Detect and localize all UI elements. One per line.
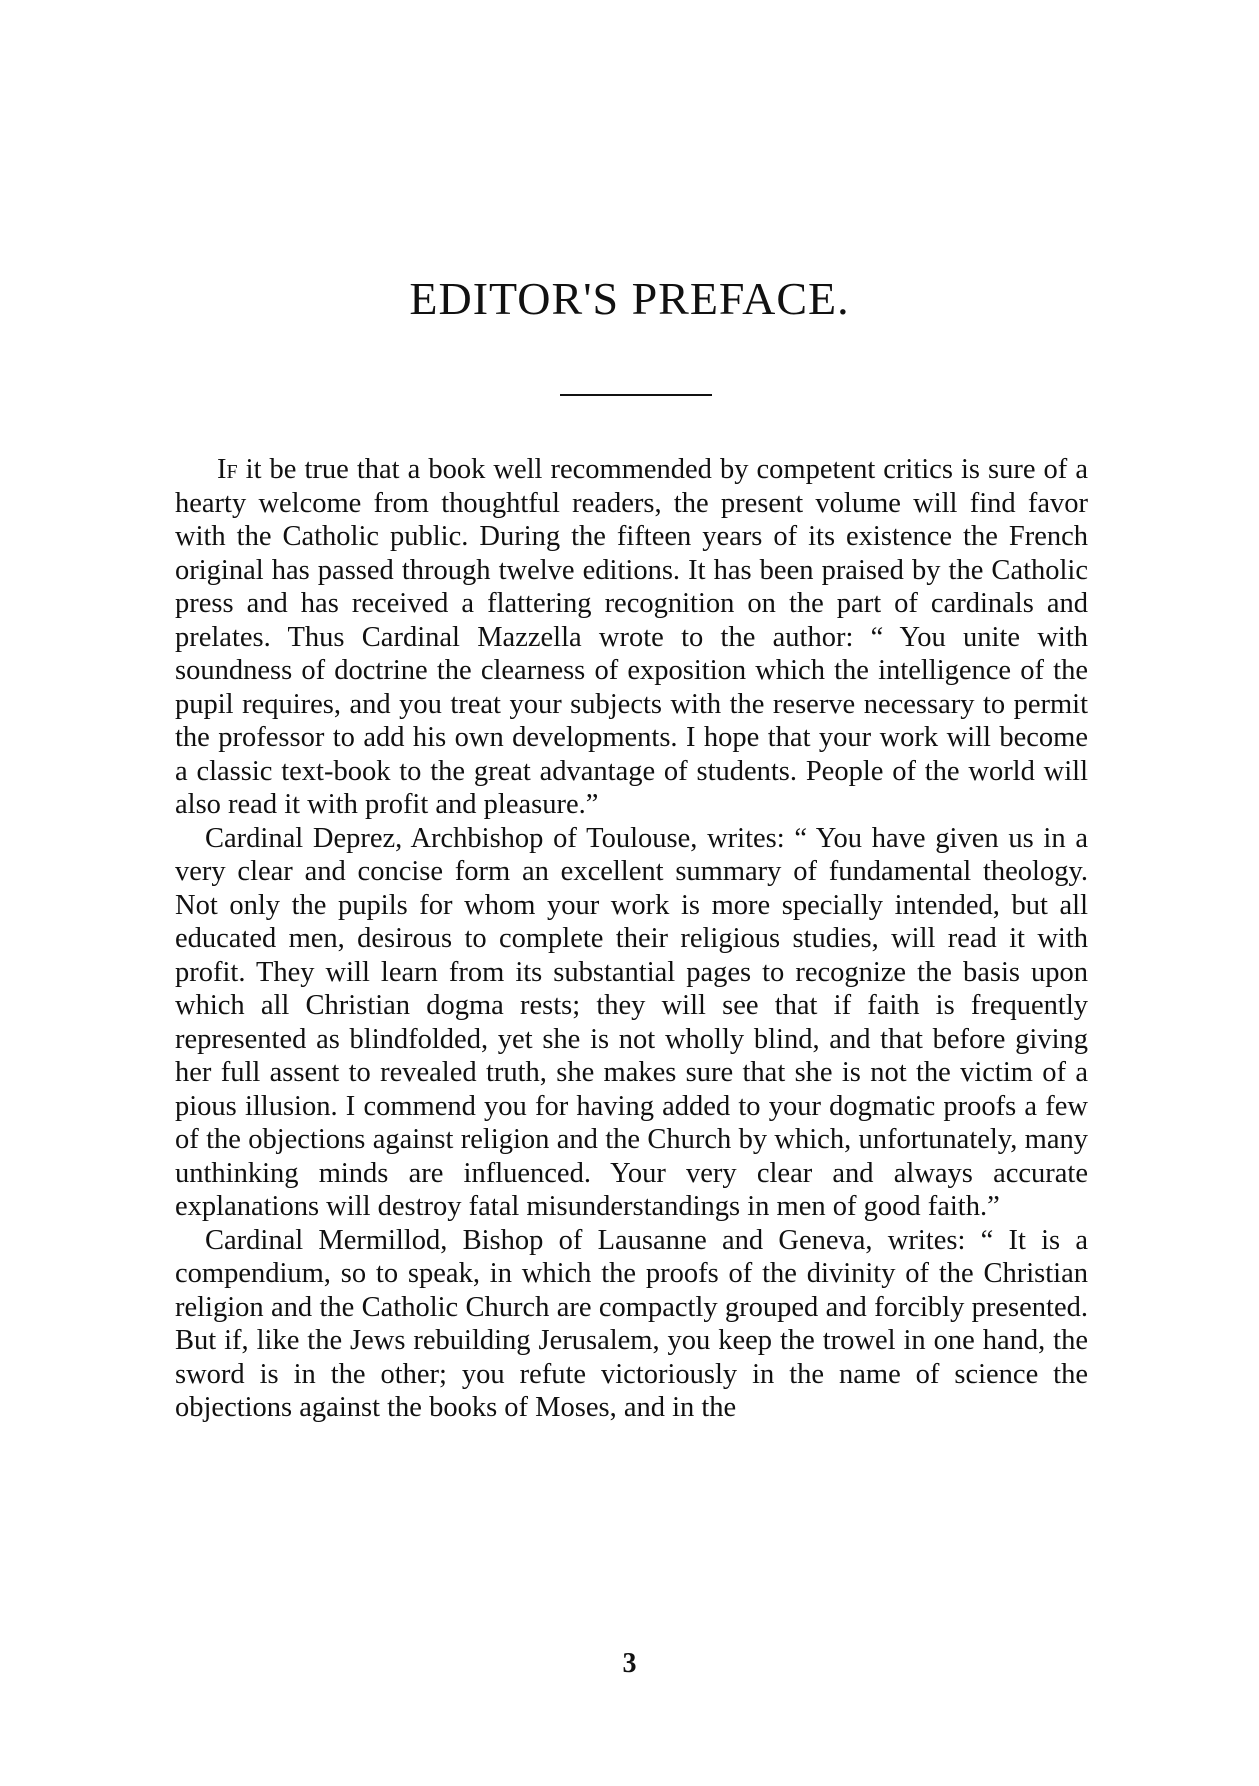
page-title: EDITOR'S PREFACE. <box>409 273 850 324</box>
paragraph-2: Cardinal Deprez, Archbishop of Toulouse, writes: “ You have given us in a very clear and concise form an excellent summary of fundamental theology. Not only the pupils for whom your work is more specially intended, but all educated men, desirous to complete their religious studies, will read it with profit. They will learn from its substantial pages to recognize the basis upon which all Christian dogma rests; they will see that if faith is frequently represented as blindfolded, yet she is not wholly blind, and that before giving her full assent to revealed truth, she makes sure that she is not the victim of a pious illusion. I commend you for having added to your dogmatic proofs a few of the objections against religion and the Church by which, unfortunately, many unthinking minds are influenced. Your very clear and always accurate explanations will destroy fatal misunderstandings in men of good faith.” <box>175 822 1088 1222</box>
preface-body <box>175 453 1088 1425</box>
paragraph-1 <box>175 453 1088 822</box>
opening-word: If <box>217 454 238 485</box>
title-rule-divider <box>560 394 712 396</box>
paragraph-1-text: it be true that a book well recommended by competent critics is sure of a hearty welcome from thoughtful readers, the present volume will find favor with the Catholic public. During the fifteen years of its existence the French original has passed through twelve editions. It has been praised by the Catholic press and has received a flattering recognition on the part of cardinals and prelates. Thus Cardinal Mazzella wrote to the author: “ You unite with soundness of doctrine the clearness of exposition which the intelligence of the pupil requires, and you treat your subjects with the reserve necessary to permit the professor to add his own developments. I hope that your work will become a classic text-book to the great advantage of students. People of the world will also read it with profit and pleasure.” <box>175 454 1088 820</box>
page-number: 3 <box>622 1648 637 1679</box>
paragraph-3: Cardinal Mermillod, Bishop of Lausanne and Geneva, writes: “ It is a compendium, so to speak, in which the proofs of the divinity of the Christian religion and the Catholic Church are compactly grouped and forcibly presented. But if, like the Jews rebuilding Jerusalem, you keep the trowel in one hand, the sword is in the other; you refute victoriously in the name of science the objections against the books of Moses, and in the <box>175 1224 1088 1423</box>
